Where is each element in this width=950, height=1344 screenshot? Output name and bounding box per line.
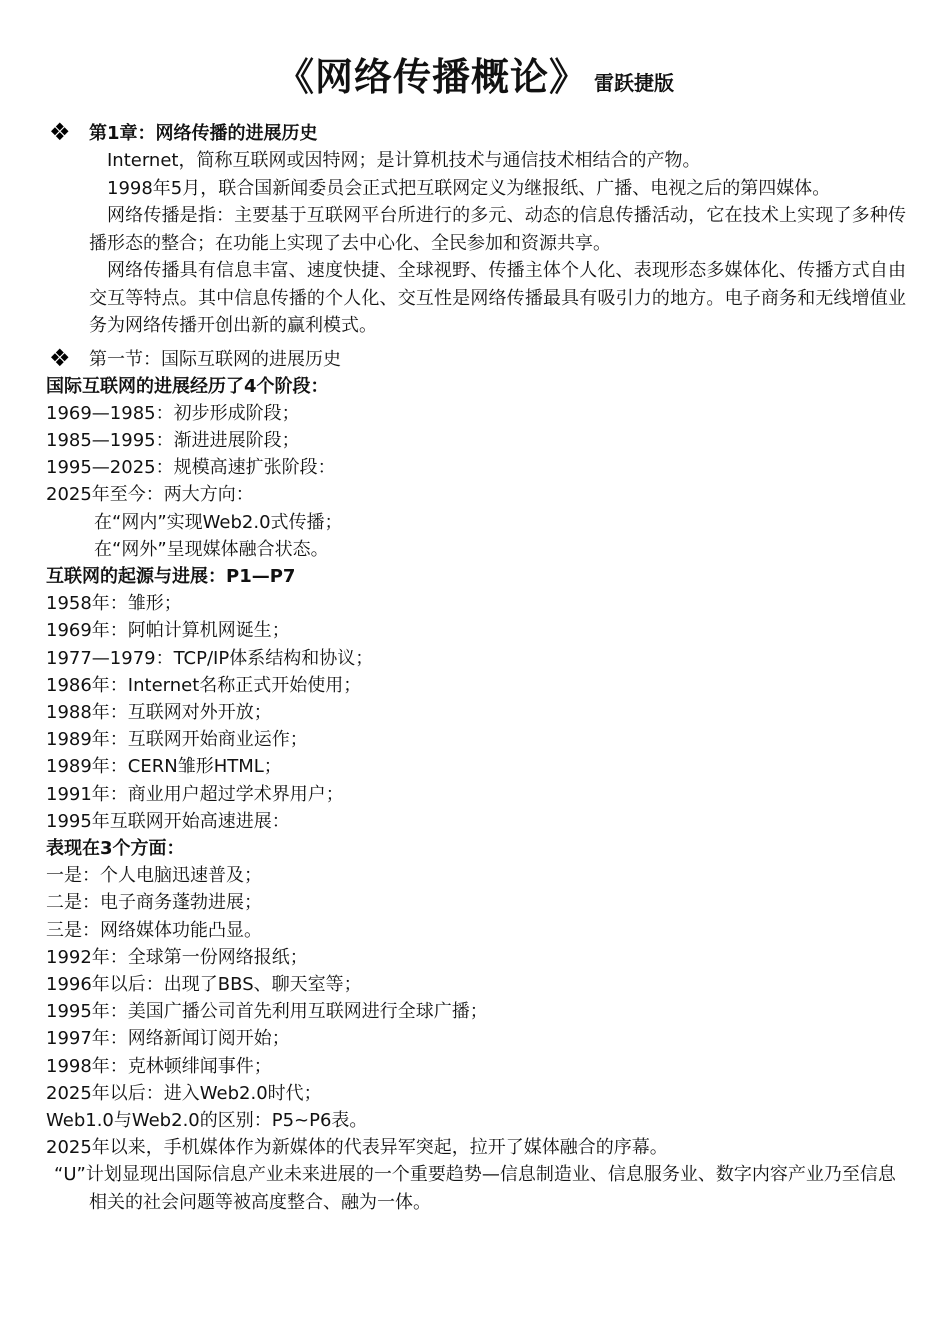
list-item: 1986年：Internet名称正式开始使用； xyxy=(46,674,362,696)
list-item: 1989年：互联网开始商业运作； xyxy=(46,729,308,751)
section-heading xyxy=(46,343,906,373)
list-item: 一是：个人电脑迅速普及； xyxy=(46,865,262,887)
four-diamond-icon: ❖ xyxy=(49,118,71,146)
paragraph: 网络传播是指：主要基于互联网平台所进行的多元、动态的信息传播活动，它在技术上实现了多种传播形态的整合；在功能上实现了去中心化、全民参加和资源共享。 xyxy=(89,205,906,254)
paragraph: Internet，简称互联网或因特网；是计算机技术与通信技术相结合的产物。 xyxy=(107,150,701,171)
list-item: Web1.0与Web2.0的区别：P5~P6表。 xyxy=(46,1109,368,1131)
list-item: 1998年：克林顿绯闻事件； xyxy=(46,1055,272,1077)
list-item: 1958年：雏形； xyxy=(46,593,182,615)
chapter-heading-text: 第1章：网络传播的进展历史 xyxy=(89,123,318,144)
section-heading-text: 第一节：国际互联网的进展历史 xyxy=(89,348,341,370)
list-item: 二是：电子商务蓬勃进展； xyxy=(46,892,262,914)
list-item: 1977—1979：TCP/IP体系结构和协议； xyxy=(46,647,374,669)
list-item: 在“网外”呈现媒体融合状态。 xyxy=(94,538,329,560)
list-item: 三是：网络媒体功能凸显。 xyxy=(46,919,262,941)
list-item: 1996年以后：出现了BBS、聊天室等； xyxy=(46,973,362,995)
list-item: 1991年：商业用户超过学术界用户； xyxy=(46,783,344,805)
list-item: 1995—2025：规模高速扩张阶段： xyxy=(46,457,336,479)
origin-title: 互联网的起源与进展：P1—P7 xyxy=(46,565,296,587)
list-item: 在“网内”实现Web2.0式传播； xyxy=(94,511,343,533)
list-item: 1969年：阿帕计算机网诞生； xyxy=(46,620,290,642)
chapter-heading xyxy=(46,120,906,147)
aspects-title: 表现在3个方面： xyxy=(46,837,185,859)
document-title xyxy=(0,46,950,101)
stages-title: 国际互联网的进展经历了4个阶段： xyxy=(46,375,329,397)
list-item: 1995年：美国广播公司首先利用互联网进行全球广播； xyxy=(46,1001,488,1023)
document-body xyxy=(46,120,906,1216)
title-edition: 雷跃捷版 xyxy=(594,71,674,95)
list-item: 1997年：网络新闻订阅开始； xyxy=(46,1028,290,1050)
list-item: 1992年：全球第一份网络报纸； xyxy=(46,946,308,968)
list-item: 1988年：互联网对外开放； xyxy=(46,701,272,723)
paragraph: 网络传播具有信息丰富、速度快捷、全球视野、传播主体个人化、表现形态多媒体化、传播方式自由交互等特点。其中信息传播的个人化、交互性是网络传播最具有吸引力的地方。电子商务和无线增值业务为网络传播开创出新的赢利模式。 xyxy=(89,260,906,336)
list-item: 1989年：CERN雏形HTML； xyxy=(46,756,282,778)
list-item: 2025年以来，手机媒体作为新媒体的代表异军突起，拉开了媒体融合的序幕。 xyxy=(46,1137,668,1159)
list-item: 1969—1985：初步形成阶段； xyxy=(46,402,300,424)
paragraph: 1998年5月，联合国新闻委员会正式把互联网定义为继报纸、广播、电视之后的第四媒体。 xyxy=(107,177,831,199)
list-item: 1995年互联网开始高速进展： xyxy=(46,810,290,832)
list-item: 2025年至今：两大方向： xyxy=(46,484,254,506)
four-diamond-icon: ❖ xyxy=(49,343,71,372)
list-item: 1985—1995：渐进进展阶段； xyxy=(46,429,300,451)
list-item: 2025年以后：进入Web2.0时代； xyxy=(46,1082,322,1104)
title-main: 《网络传播概论》 xyxy=(275,55,588,99)
closing-paragraph: “U”计划显现出国际信息产业未来进展的一个重要趋势—信息制造业、信息服务业、数字内容产业乃至信息相关的社会问题等被高度整合、融为一体。 xyxy=(54,1164,896,1213)
